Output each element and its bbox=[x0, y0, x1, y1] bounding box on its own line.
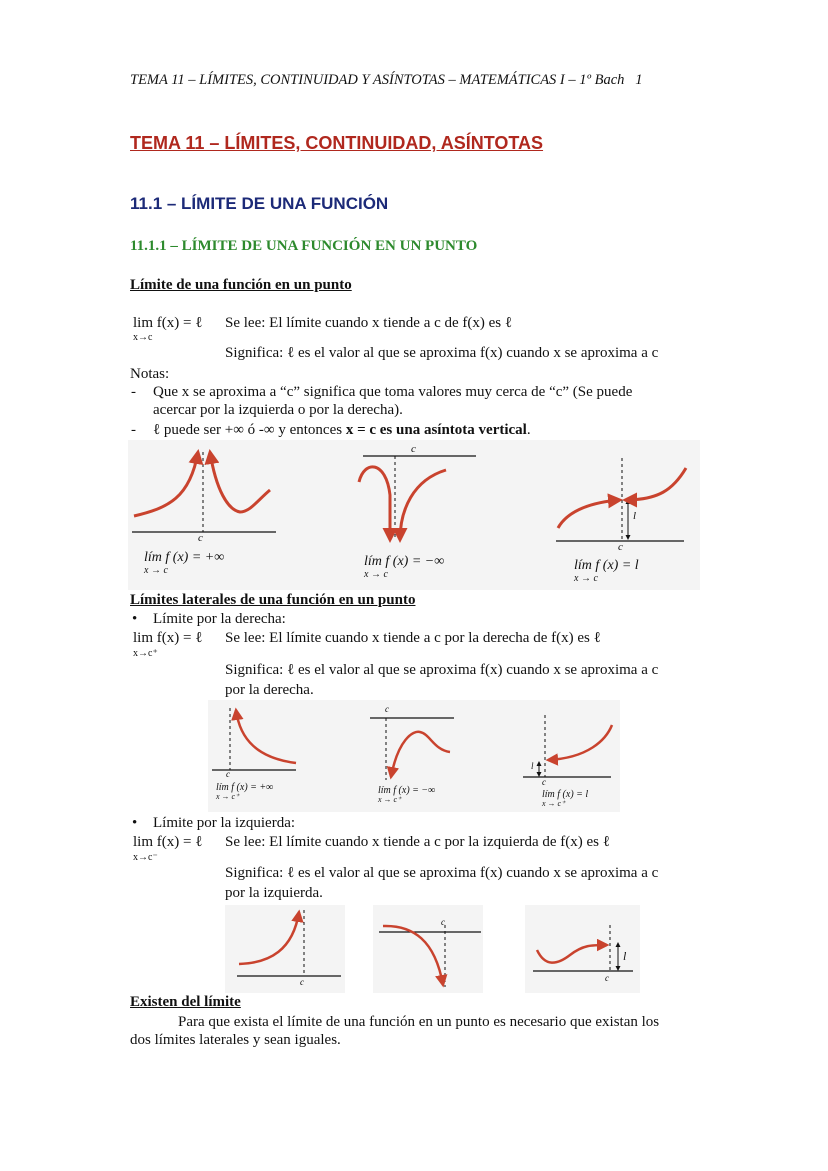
right-means-1: Significa: ℓ es el valor al que se aproxima f(x) cuando x se aproxima a c bbox=[225, 662, 659, 678]
caption-3 bbox=[542, 790, 588, 809]
caption-sub: x → c⁺ bbox=[216, 792, 240, 801]
c-label: c bbox=[605, 973, 609, 983]
left-limit-figure-2 bbox=[373, 905, 483, 993]
caption-sub: x → c bbox=[364, 569, 388, 580]
limit-figures bbox=[128, 440, 700, 590]
left-reads-text: Se lee: El límite cuando x tiende a c por la izquierda de f(x) es ℓ bbox=[225, 834, 610, 850]
l-label: l bbox=[531, 761, 534, 771]
left-means-1: Significa: ℓ es el valor al que se aproxima f(x) cuando x se aproxima a c bbox=[225, 865, 659, 881]
caption-sub: x → c bbox=[144, 565, 168, 576]
left-limit-figure-1 bbox=[225, 905, 345, 993]
bullet: • bbox=[132, 815, 138, 831]
caption-text: lím f (x) = l bbox=[542, 789, 589, 800]
dash: - bbox=[131, 422, 136, 438]
note-2 bbox=[153, 421, 531, 439]
caption-sub: x → c bbox=[574, 573, 598, 584]
left-means-2: por la izquierda. bbox=[225, 885, 323, 901]
right-limit-formula-sub: x→c⁺ bbox=[133, 648, 158, 659]
c-label: c bbox=[542, 777, 546, 787]
caption-2 bbox=[364, 555, 444, 582]
notes-label: Notas: bbox=[130, 366, 170, 382]
page-number: 1 bbox=[635, 72, 643, 88]
lateral-limits-heading: Límites laterales de una función en un punto bbox=[130, 592, 416, 608]
left-limit-figure-3 bbox=[525, 905, 640, 993]
caption-2 bbox=[378, 786, 435, 805]
caption-sub: x → c⁺ bbox=[378, 795, 402, 804]
subsection-heading: 11.1.1 – LÍMITE DE UNA FUNCIÓN EN UN PUNTO bbox=[130, 238, 478, 254]
right-means-2: por la derecha. bbox=[225, 682, 314, 698]
note-1-line-2: acercar por la izquierda o por la derecha). bbox=[153, 402, 403, 418]
right-limit-formula: lim f(x) = ℓ bbox=[133, 630, 203, 646]
reads-text: Se lee: El límite cuando x tiende a c de f(x) es ℓ bbox=[225, 315, 513, 331]
c-label: c bbox=[441, 917, 445, 927]
right-limit-bullet: Límite por la derecha: bbox=[153, 611, 286, 627]
dash: - bbox=[131, 384, 136, 400]
l-label: l bbox=[633, 510, 637, 522]
caption-1 bbox=[144, 551, 224, 578]
note-2-end: . bbox=[526, 422, 531, 438]
note-1-line-1: Que x se aproxima a “c” significa que toma valores muy cerca de “c” (Se puede bbox=[153, 384, 633, 400]
left-limit-graph-1 bbox=[225, 905, 345, 993]
existence-heading: Existen del límite bbox=[130, 994, 241, 1010]
limit-formula: lim f(x) = ℓ bbox=[133, 315, 203, 331]
caption-sub: x → c⁺ bbox=[542, 799, 566, 808]
caption-text: lím f (x) = −∞ bbox=[364, 554, 445, 569]
page-title: TEMA 11 – LÍMITES, CONTINUIDAD, ASÍNTOTAS bbox=[130, 133, 544, 153]
c-label: c bbox=[385, 704, 389, 714]
caption-text: lím f (x) = +∞ bbox=[144, 550, 225, 565]
note-2-bold: x = c es una asíntota vertical bbox=[345, 422, 527, 438]
c-label: c bbox=[300, 977, 304, 987]
caption-text: lím f (x) = −∞ bbox=[378, 785, 436, 796]
caption-3 bbox=[574, 559, 639, 586]
note-2-text: ℓ puede ser +∞ ó -∞ y entonces bbox=[153, 422, 346, 438]
limit-formula-sub: x→c bbox=[133, 332, 153, 343]
caption-text: lím f (x) = l bbox=[574, 558, 639, 573]
running-title: TEMA 11 – LÍMITES, CONTINUIDAD Y ASÍNTOTAS – MATEMÁTICAS I – 1º Bach bbox=[130, 72, 625, 88]
c-label: c bbox=[618, 541, 623, 553]
caption-1 bbox=[216, 783, 273, 802]
left-limit-graph-2 bbox=[373, 905, 483, 993]
left-limit-formula: lim f(x) = ℓ bbox=[133, 834, 203, 850]
left-limit-formula-sub: x→c⁻ bbox=[133, 852, 158, 863]
right-reads-text: Se lee: El límite cuando x tiende a c por la derecha de f(x) es ℓ bbox=[225, 630, 601, 646]
existence-line-1: Para que exista el límite de una función en un punto es necesario que existan los bbox=[178, 1014, 660, 1030]
section-heading: 11.1 – LÍMITE DE UNA FUNCIÓN bbox=[130, 194, 389, 213]
caption-text: lím f (x) = +∞ bbox=[216, 782, 274, 793]
existence-line-2: dos límites laterales y sean iguales. bbox=[130, 1032, 341, 1048]
bullet: • bbox=[132, 611, 138, 627]
c-label: c bbox=[198, 532, 203, 544]
left-limit-bullet: Límite por la izquierda: bbox=[153, 815, 296, 831]
running-header bbox=[130, 71, 643, 89]
c-label: c bbox=[411, 443, 416, 455]
point-limit-heading: Límite de una función en un punto bbox=[130, 277, 352, 293]
means-text: Significa: ℓ es el valor al que se aproxima f(x) cuando x se aproxima a c bbox=[225, 345, 659, 361]
c-label: c bbox=[226, 769, 230, 779]
right-limit-figures bbox=[208, 700, 620, 812]
l-label: l bbox=[623, 949, 627, 963]
